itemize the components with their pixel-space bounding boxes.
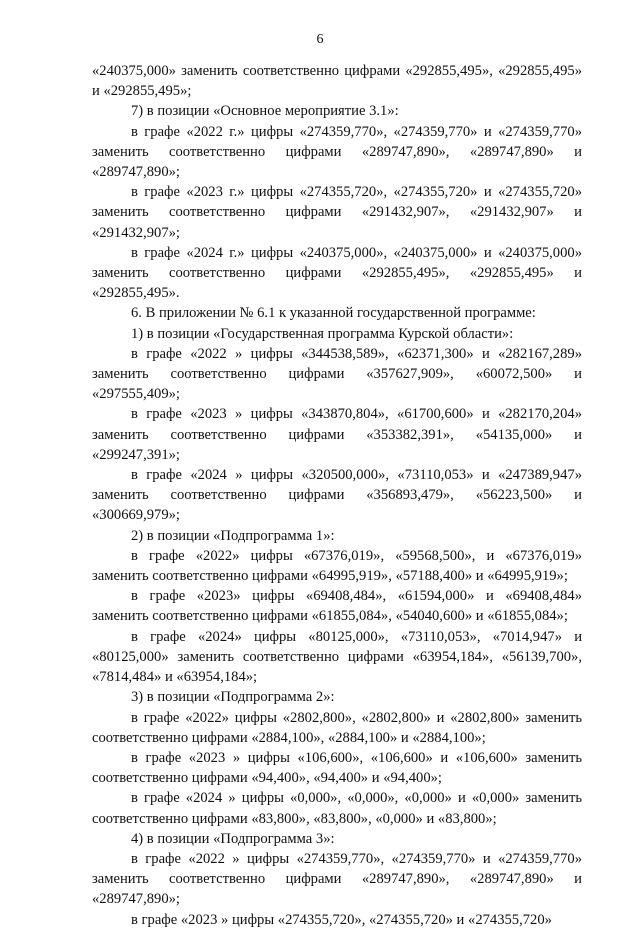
paragraph: в графе «2023 » цифры «274355,720», «274355,720» и «274355,720» — [131, 911, 552, 928]
paragraph: в графе «2023 » цифры «343870,804», «61700,600» и «282170,204» заменить соответственно цифрами «353382,391», «54135,000» и «299247,391»; — [92, 406, 582, 463]
paragraph: в графе «2023 г.» цифры «274355,720», «274355,720» и «274355,720» заменить соответственно цифрами «291432,907», «291432,907» и «291432,907»; — [92, 184, 582, 241]
paragraph: 4) в позиции «Подпрограмма 3»: — [131, 830, 335, 847]
paragraph: в графе «2024 » цифры «0,000», «0,000», «0,000» и «0,000» заменить соответственно цифрами «83,800», «83,800», «0,000» и «83,800»; — [92, 790, 582, 827]
paragraph: 7) в позиции «Основное мероприятие 3.1»: — [131, 103, 399, 120]
paragraph: в графе «2022 г.» цифры «274359,770», «274359,770» и «274359,770» заменить соответственно цифрами «289747,890», «289747,890» и «289747,890»; — [92, 123, 582, 181]
paragraph: в графе «2024 г.» цифры «240375,000», «240375,000» и «240375,000» заменить соответственно цифрами «292855,495», «292855,495» и «292855,495». — [92, 244, 582, 302]
paragraph: «240375,000» заменить соответственно цифрами «292855,495», «292855,495» и «292855,495»; — [92, 63, 582, 100]
paragraph: в графе «2024 » цифры «320500,000», «73110,053» и «247389,947» заменить соответственно цифрами «356893,479», «56223,500» и «300669,979»; — [92, 467, 582, 524]
paragraph: 6. В приложении № 6.1 к указанной государственной программе: — [131, 305, 536, 322]
paragraph: в графе «2023» цифры «69408,484», «61594,000» и «69408,484» заменить соответственно цифрами «61855,084», «54040,600» и «61855,084»; — [92, 588, 582, 625]
document-body — [92, 61, 582, 930]
paragraph: 2) в позиции «Подпрограмма 1»: — [131, 527, 335, 544]
paragraph: в графе «2023 » цифры «106,600», «106,600» и «106,600» заменить соответственно цифрами «94,400», «94,400» и «94,400»; — [92, 749, 582, 787]
paragraph: в графе «2022 » цифры «344538,589», «62371,300» и «282167,289» заменить соответственно цифрами «357627,909», «60072,500» и «297555,409»; — [92, 345, 582, 403]
paragraph: 3) в позиции «Подпрограмма 2»: — [131, 689, 335, 706]
paragraph: 1) в позиции «Государственная программа Курской области»: — [131, 325, 514, 342]
page-number: 6 — [316, 32, 324, 47]
paragraph: в графе «2022» цифры «2802,800», «2802,800» и «2802,800» заменить соответственно цифрами «2884,100», «2884,100» и «2884,100»; — [92, 709, 582, 746]
paragraph: в графе «2024» цифры «80125,000», «73110,053», «7014,947» и «80125,000» заменить соответственно цифрами «63954,184», «56139,700», «7814,484» и «63954,184»; — [92, 628, 582, 686]
paragraph: в графе «2022 » цифры «274359,770», «274359,770» и «274359,770» заменить соответственно цифрами «289747,890», «289747,890» и «289747,890»; — [92, 850, 582, 908]
paragraph: в графе «2022» цифры «67376,019», «59568,500», и «67376,019» заменить соответственно цифрами «64995,919», «57188,400» и «64995,919»; — [92, 547, 582, 585]
